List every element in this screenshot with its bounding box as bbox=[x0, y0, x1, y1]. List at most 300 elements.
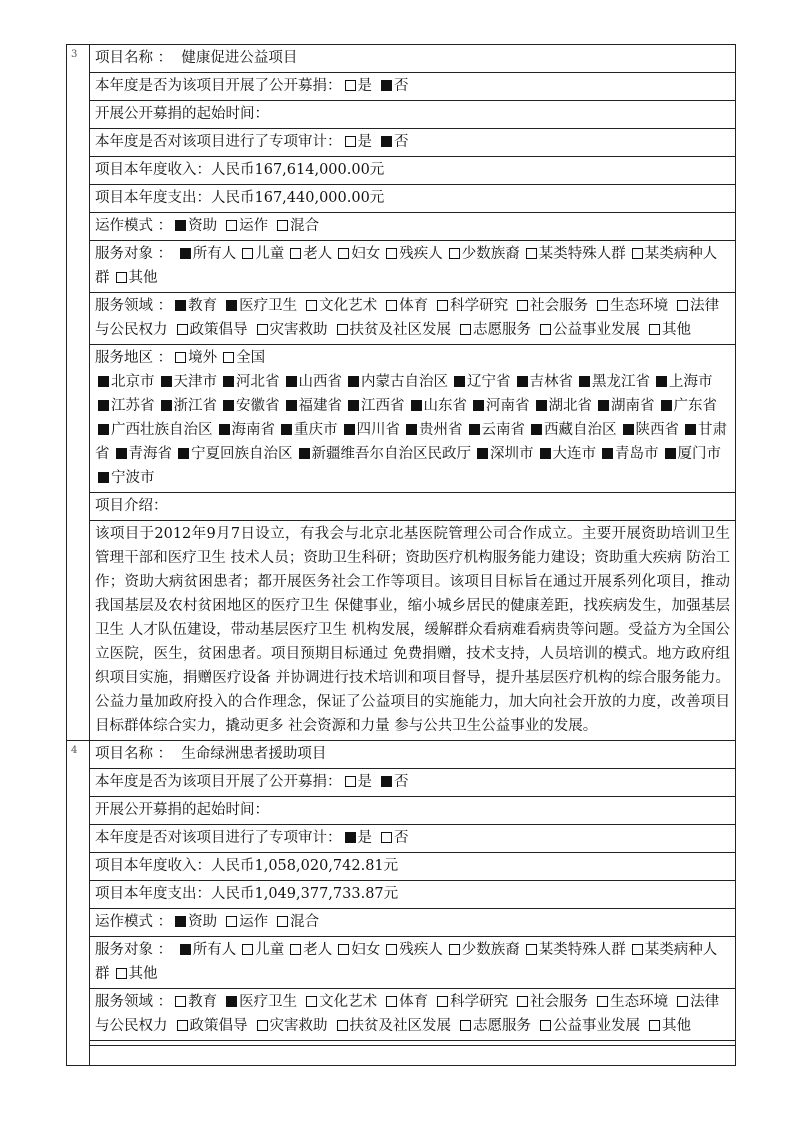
income-value: 人民币1,058,020,742.81元 bbox=[211, 858, 399, 874]
unchecked-box-icon bbox=[677, 300, 688, 311]
checked-box-icon bbox=[180, 248, 191, 259]
option-label: 否 bbox=[394, 830, 409, 846]
option bbox=[296, 446, 472, 462]
option-label: 其他 bbox=[662, 322, 691, 338]
checked-box-icon bbox=[661, 400, 672, 411]
option-label: 青岛市 bbox=[615, 446, 659, 462]
option-label: 老人 bbox=[303, 942, 333, 958]
option-label: 混合 bbox=[290, 218, 320, 234]
checked-box-icon bbox=[477, 448, 488, 459]
option bbox=[378, 774, 409, 790]
option bbox=[383, 994, 428, 1010]
mode-cell bbox=[90, 909, 736, 937]
expense-cell bbox=[90, 881, 736, 909]
option-label: 某类特殊人群 bbox=[538, 246, 626, 262]
option-label: 全国 bbox=[236, 350, 266, 366]
targets-cell bbox=[90, 937, 736, 989]
option-label: 云南省 bbox=[481, 422, 525, 438]
option-label: 深圳市 bbox=[490, 446, 534, 462]
option bbox=[172, 298, 217, 314]
project-name: 健康促进公益项目 bbox=[181, 50, 298, 66]
mode-options bbox=[172, 218, 325, 234]
checked-box-icon bbox=[116, 448, 127, 459]
option-label: 资助 bbox=[188, 218, 218, 234]
checked-box-icon bbox=[226, 300, 237, 311]
option bbox=[95, 374, 155, 390]
option-label: 是 bbox=[357, 774, 372, 790]
unchecked-box-icon bbox=[632, 944, 643, 955]
mode-cell bbox=[90, 213, 736, 241]
option bbox=[287, 246, 332, 262]
audit-options bbox=[342, 830, 415, 846]
project-name-label: 项目名称 ： bbox=[95, 50, 173, 66]
fundraising-label: 本年度是否为该项目开展了公开募捐： bbox=[95, 774, 342, 790]
option bbox=[383, 298, 428, 314]
expense-cell bbox=[90, 185, 736, 213]
unchecked-box-icon bbox=[226, 916, 237, 927]
unchecked-box-icon bbox=[290, 248, 301, 259]
option-label: 教育 bbox=[188, 994, 218, 1010]
checked-box-icon bbox=[473, 400, 484, 411]
option bbox=[283, 374, 343, 390]
project-number: 3 bbox=[67, 45, 90, 741]
option-label: 志愿服务 bbox=[473, 1018, 531, 1034]
checked-box-icon bbox=[286, 376, 297, 387]
option bbox=[342, 774, 373, 790]
income-cell bbox=[90, 157, 736, 185]
option bbox=[95, 398, 155, 414]
option-label: 四川省 bbox=[356, 422, 400, 438]
option bbox=[523, 246, 626, 262]
unchecked-box-icon bbox=[460, 1020, 471, 1031]
unchecked-box-icon bbox=[242, 248, 253, 259]
unchecked-box-icon bbox=[677, 996, 688, 1007]
audit-label: 本年度是否对该项目进行了专项审计： bbox=[95, 134, 342, 150]
option-label: 甘肃省 bbox=[95, 422, 727, 462]
option-label: 新疆维吾尔自治区民政厅 bbox=[311, 446, 471, 462]
option bbox=[594, 994, 668, 1010]
intro-label-cell bbox=[90, 493, 736, 521]
unchecked-box-icon bbox=[386, 996, 397, 1007]
project-name-label: 项目名称 ： bbox=[95, 746, 173, 762]
unchecked-box-icon bbox=[177, 1020, 188, 1031]
regions-cell bbox=[90, 345, 736, 493]
income-value: 人民币167,614,000.00元 bbox=[211, 162, 385, 178]
option-label: 湖北省 bbox=[548, 398, 592, 414]
option bbox=[434, 994, 508, 1010]
checked-box-icon bbox=[98, 400, 109, 411]
option bbox=[662, 446, 722, 462]
option-label: 大连市 bbox=[552, 446, 596, 462]
option bbox=[335, 942, 380, 958]
option-label: 贵州省 bbox=[419, 422, 463, 438]
option bbox=[457, 1018, 531, 1034]
option-label: 某类特殊人群 bbox=[538, 942, 626, 958]
option-label: 老人 bbox=[303, 246, 333, 262]
checked-box-icon bbox=[219, 424, 230, 435]
fields-options bbox=[95, 994, 719, 1034]
option-label: 河南省 bbox=[486, 398, 530, 414]
continued-cell bbox=[90, 1046, 736, 1066]
option-label: 江苏省 bbox=[111, 398, 155, 414]
option bbox=[620, 422, 680, 438]
option-label: 重庆市 bbox=[294, 422, 338, 438]
targets-options bbox=[95, 942, 717, 982]
option bbox=[383, 246, 443, 262]
option bbox=[95, 422, 213, 438]
checked-box-icon bbox=[540, 448, 551, 459]
option-label: 妇女 bbox=[351, 246, 381, 262]
option-label: 生态环境 bbox=[610, 994, 669, 1010]
unchecked-box-icon bbox=[649, 324, 660, 335]
option-label: 是 bbox=[357, 830, 372, 846]
expense-label: 项目本年度支出： bbox=[95, 190, 211, 206]
project-row bbox=[67, 45, 736, 73]
checked-box-icon bbox=[623, 424, 634, 435]
expense-value: 人民币1,049,377,733.87元 bbox=[211, 886, 399, 902]
option bbox=[239, 246, 284, 262]
mode-options bbox=[172, 914, 325, 930]
option-label: 内蒙古自治区 bbox=[361, 374, 448, 390]
income-label: 项目本年度收入： bbox=[95, 162, 211, 178]
checked-box-icon bbox=[469, 424, 480, 435]
regions-label: 服务地区 ： bbox=[95, 350, 173, 366]
unchecked-box-icon bbox=[226, 220, 237, 231]
option bbox=[223, 218, 268, 234]
unchecked-box-icon bbox=[116, 272, 127, 283]
fields-options bbox=[95, 298, 719, 338]
option bbox=[514, 994, 588, 1010]
option bbox=[283, 398, 343, 414]
audit-label: 本年度是否对该项目进行了专项审计： bbox=[95, 830, 342, 846]
option bbox=[345, 374, 448, 390]
option-label: 扶贫及社区发展 bbox=[349, 1018, 451, 1034]
option-label: 上海市 bbox=[669, 374, 713, 390]
option-label: 运作 bbox=[239, 218, 269, 234]
income-label: 项目本年度收入： bbox=[95, 858, 211, 874]
option bbox=[342, 134, 373, 150]
option bbox=[537, 322, 640, 338]
project-table bbox=[66, 44, 736, 1066]
option bbox=[514, 298, 588, 314]
option bbox=[177, 942, 237, 958]
option-label: 其他 bbox=[662, 1018, 691, 1034]
checked-box-icon bbox=[411, 400, 422, 411]
checked-box-icon bbox=[178, 448, 189, 459]
option-label: 社会服务 bbox=[530, 298, 589, 314]
unchecked-box-icon bbox=[338, 248, 349, 259]
project-name-cell bbox=[90, 45, 736, 73]
mode-label: 运作模式 ： bbox=[95, 914, 173, 930]
option bbox=[341, 422, 401, 438]
option-label: 灾害救助 bbox=[269, 1018, 328, 1034]
option bbox=[595, 398, 655, 414]
option bbox=[537, 1018, 640, 1034]
option bbox=[403, 422, 463, 438]
option-label: 陕西省 bbox=[635, 422, 679, 438]
option-label: 法律与公民权力 bbox=[95, 298, 720, 338]
option bbox=[220, 350, 265, 366]
option bbox=[172, 218, 217, 234]
option-label: 山西省 bbox=[298, 374, 342, 390]
option bbox=[646, 322, 691, 338]
option bbox=[474, 446, 534, 462]
option bbox=[594, 298, 668, 314]
option bbox=[113, 270, 158, 286]
option-label: 科学研究 bbox=[450, 298, 509, 314]
option bbox=[254, 1018, 328, 1034]
option-label: 儿童 bbox=[255, 942, 285, 958]
checked-box-icon bbox=[579, 376, 590, 387]
checked-box-icon bbox=[98, 424, 109, 435]
option bbox=[274, 218, 319, 234]
option-label: 河北省 bbox=[236, 374, 280, 390]
unchecked-box-icon bbox=[386, 300, 397, 311]
project-name: 生命绿洲患者援助项目 bbox=[181, 746, 327, 762]
option-label: 医疗卫生 bbox=[239, 298, 298, 314]
project-table-page bbox=[66, 44, 736, 1066]
option bbox=[378, 134, 409, 150]
checked-box-icon bbox=[602, 448, 613, 459]
unchecked-box-icon bbox=[175, 996, 186, 1007]
option bbox=[537, 446, 597, 462]
option-label: 文化艺术 bbox=[319, 298, 378, 314]
option bbox=[383, 942, 443, 958]
fundraising-cell bbox=[90, 769, 736, 797]
option bbox=[239, 942, 284, 958]
option bbox=[216, 422, 276, 438]
regions-list-options bbox=[95, 374, 727, 486]
option-label: 志愿服务 bbox=[473, 322, 531, 338]
option-label: 湖南省 bbox=[611, 398, 655, 414]
unchecked-box-icon bbox=[277, 220, 288, 231]
option-label: 西藏自治区 bbox=[544, 422, 617, 438]
option bbox=[278, 422, 338, 438]
start-time-cell bbox=[90, 101, 736, 129]
option bbox=[646, 1018, 691, 1034]
option bbox=[408, 398, 468, 414]
option bbox=[514, 374, 574, 390]
option bbox=[378, 830, 409, 846]
option-label: 扶贫及社区发展 bbox=[349, 322, 451, 338]
option-label: 运作 bbox=[239, 914, 269, 930]
option-label: 社会服务 bbox=[530, 994, 589, 1010]
checked-box-icon bbox=[344, 424, 355, 435]
option-label: 宁波市 bbox=[111, 470, 155, 486]
targets-label: 服务对象 ： bbox=[95, 942, 173, 958]
fundraising-label: 本年度是否为该项目开展了公开募捐： bbox=[95, 78, 342, 94]
unchecked-box-icon bbox=[306, 300, 317, 311]
targets-options bbox=[95, 246, 717, 286]
checked-box-icon bbox=[536, 400, 547, 411]
audit-options bbox=[342, 134, 415, 150]
option bbox=[334, 1018, 452, 1034]
fields-label: 服务领域 ： bbox=[95, 298, 173, 314]
option bbox=[113, 966, 158, 982]
option-label: 少数族裔 bbox=[461, 942, 520, 958]
unchecked-box-icon bbox=[597, 996, 608, 1007]
option-label: 广西壮族自治区 bbox=[111, 422, 213, 438]
option bbox=[470, 398, 530, 414]
fundraising-cell bbox=[90, 73, 736, 101]
checked-box-icon bbox=[175, 220, 186, 231]
unchecked-box-icon bbox=[175, 352, 186, 363]
unchecked-box-icon bbox=[345, 136, 356, 147]
option-label: 儿童 bbox=[255, 246, 285, 262]
expense-value: 人民币167,440,000.00元 bbox=[211, 190, 385, 206]
option-label: 天津市 bbox=[173, 374, 217, 390]
intro-label: 项目介绍： bbox=[95, 498, 168, 514]
option bbox=[528, 422, 617, 438]
option-label: 妇女 bbox=[351, 942, 381, 958]
unchecked-box-icon bbox=[177, 324, 188, 335]
option bbox=[172, 914, 217, 930]
unchecked-box-icon bbox=[345, 776, 356, 787]
unchecked-box-icon bbox=[540, 1020, 551, 1031]
unchecked-box-icon bbox=[386, 944, 397, 955]
option-label: 某类病种人群 bbox=[95, 942, 718, 982]
option-label: 医疗卫生 bbox=[239, 994, 298, 1010]
option-label: 青海省 bbox=[128, 446, 172, 462]
option-label: 生态环境 bbox=[610, 298, 669, 314]
project-row bbox=[67, 741, 736, 769]
unchecked-box-icon bbox=[517, 996, 528, 1007]
option-label: 某类病种人群 bbox=[95, 246, 718, 286]
unchecked-box-icon bbox=[460, 324, 471, 335]
checked-box-icon bbox=[348, 400, 359, 411]
option bbox=[334, 322, 452, 338]
unchecked-box-icon bbox=[526, 248, 537, 259]
fundraising-options bbox=[342, 774, 415, 790]
unchecked-box-icon bbox=[526, 944, 537, 955]
unchecked-box-icon bbox=[437, 996, 448, 1007]
option-label: 吉林省 bbox=[529, 374, 573, 390]
checked-box-icon bbox=[406, 424, 417, 435]
fields-cell bbox=[90, 293, 736, 345]
option-label: 厦门市 bbox=[677, 446, 721, 462]
option-label: 江西省 bbox=[361, 398, 405, 414]
checked-box-icon bbox=[223, 400, 234, 411]
option-label: 否 bbox=[394, 134, 409, 150]
option bbox=[434, 298, 508, 314]
option bbox=[303, 994, 377, 1010]
option bbox=[345, 398, 405, 414]
option-label: 体育 bbox=[399, 994, 429, 1010]
option-label: 其他 bbox=[128, 270, 158, 286]
checked-box-icon bbox=[381, 80, 392, 91]
option-label: 是 bbox=[357, 134, 372, 150]
checked-box-icon bbox=[381, 776, 392, 787]
option bbox=[599, 446, 659, 462]
checked-box-icon bbox=[517, 376, 528, 387]
option bbox=[158, 374, 218, 390]
option-label: 广东省 bbox=[673, 398, 717, 414]
option-label: 是 bbox=[357, 78, 372, 94]
option bbox=[177, 246, 237, 262]
start-time-label: 开展公开募捐的起始时间： bbox=[95, 106, 269, 122]
option bbox=[172, 350, 217, 366]
option-label: 文化艺术 bbox=[319, 994, 378, 1010]
option-label: 否 bbox=[394, 774, 409, 790]
unchecked-box-icon bbox=[223, 352, 234, 363]
option-label: 教育 bbox=[188, 298, 218, 314]
option-label: 境外 bbox=[188, 350, 218, 366]
unchecked-box-icon bbox=[337, 1020, 348, 1031]
checked-box-icon bbox=[161, 400, 172, 411]
audit-cell bbox=[90, 129, 736, 157]
checked-box-icon bbox=[656, 376, 667, 387]
checked-box-icon bbox=[381, 136, 392, 147]
checked-box-icon bbox=[454, 376, 465, 387]
checked-box-icon bbox=[598, 400, 609, 411]
option-label: 混合 bbox=[290, 914, 320, 930]
fields-label: 服务领域 ： bbox=[95, 994, 173, 1010]
targets-label: 服务对象 ： bbox=[95, 246, 173, 262]
unchecked-box-icon bbox=[632, 248, 643, 259]
option bbox=[113, 446, 173, 462]
option-label: 北京市 bbox=[111, 374, 155, 390]
fundraising-options bbox=[342, 78, 415, 94]
option-label: 残疾人 bbox=[399, 246, 443, 262]
option bbox=[457, 322, 531, 338]
option bbox=[342, 78, 373, 94]
unchecked-box-icon bbox=[242, 944, 253, 955]
unchecked-box-icon bbox=[306, 996, 317, 1007]
unchecked-box-icon bbox=[649, 1020, 660, 1031]
start-time-cell bbox=[90, 797, 736, 825]
option-label: 公益事业发展 bbox=[553, 1018, 640, 1034]
option-label: 辽宁省 bbox=[467, 374, 511, 390]
unchecked-box-icon bbox=[257, 1020, 268, 1031]
option-label: 山东省 bbox=[423, 398, 467, 414]
option-label: 残疾人 bbox=[399, 942, 443, 958]
option bbox=[172, 994, 217, 1010]
option bbox=[220, 374, 280, 390]
option-label: 政策倡导 bbox=[189, 1018, 248, 1034]
start-time-label: 开展公开募捐的起始时间： bbox=[95, 802, 269, 818]
checked-box-icon bbox=[348, 376, 359, 387]
option bbox=[658, 398, 718, 414]
project-number: 4 bbox=[67, 741, 90, 1066]
checked-box-icon bbox=[685, 424, 696, 435]
expense-label: 项目本年度支出： bbox=[95, 886, 211, 902]
option-label: 政策倡导 bbox=[189, 322, 248, 338]
option bbox=[223, 994, 297, 1010]
checked-box-icon bbox=[281, 424, 292, 435]
unchecked-box-icon bbox=[338, 944, 349, 955]
option-label: 福建省 bbox=[298, 398, 342, 414]
option bbox=[378, 78, 409, 94]
option-label: 科学研究 bbox=[450, 994, 509, 1010]
checked-box-icon bbox=[665, 448, 676, 459]
option-label: 否 bbox=[394, 78, 409, 94]
checked-box-icon bbox=[286, 400, 297, 411]
option-label: 浙江省 bbox=[173, 398, 217, 414]
option-label: 宁夏回族自治区 bbox=[191, 446, 293, 462]
checked-box-icon bbox=[223, 376, 234, 387]
option bbox=[223, 298, 297, 314]
option bbox=[653, 374, 713, 390]
option-label: 黑龙江省 bbox=[592, 374, 650, 390]
option-label: 其他 bbox=[128, 966, 158, 982]
checked-box-icon bbox=[175, 300, 186, 311]
option bbox=[533, 398, 593, 414]
income-cell bbox=[90, 853, 736, 881]
option bbox=[451, 374, 511, 390]
checked-box-icon bbox=[299, 448, 310, 459]
option-label: 所有人 bbox=[192, 246, 237, 262]
option bbox=[175, 446, 293, 462]
